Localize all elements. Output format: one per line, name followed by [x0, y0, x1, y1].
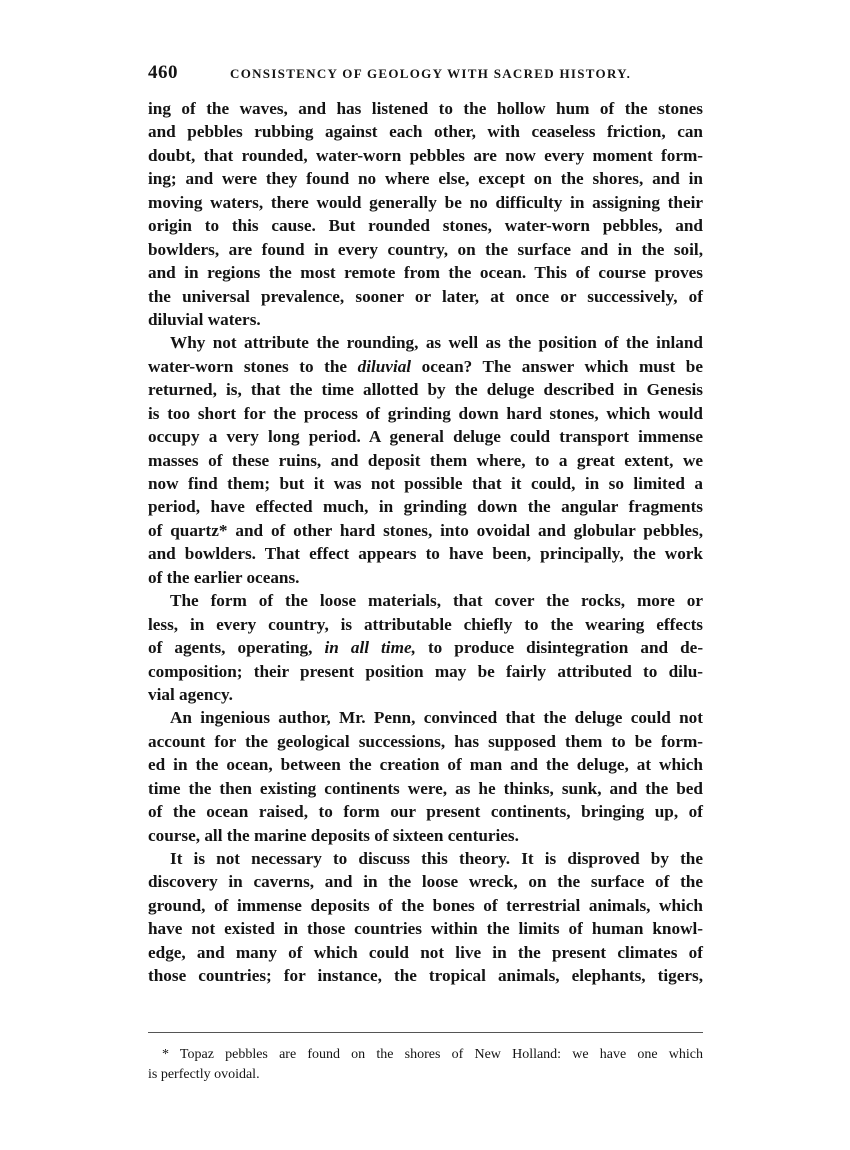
text-run: water-worn stones to the	[148, 356, 348, 376]
text-line: doubt, that rounded, water-worn pebbles are now every moment form-	[148, 145, 703, 165]
text-line: course, all the marine deposits of sixteen centuries.	[148, 825, 519, 845]
text-line: ed in the ocean, between the creation of man and the deluge, at which	[148, 755, 703, 775]
page-header	[148, 62, 708, 84]
footnote-line: is perfectly ovoidal.	[148, 1067, 260, 1082]
text-line: is too short for the process of grinding down hard stones, which would	[148, 403, 703, 423]
text-line-mixed	[148, 355, 703, 378]
text-run: to produce disintegration and de-	[427, 638, 704, 658]
text-line: The form of the loose materials, that cover the rocks, more or	[170, 591, 703, 611]
text-line: period, have effected much, in grinding down the angular fragments	[148, 497, 703, 517]
text-line-mixed	[148, 636, 703, 659]
text-line: moving waters, there would generally be no difficulty in assigning their	[148, 192, 703, 212]
text-run: ocean? The answer which must be	[421, 356, 703, 376]
text-line: time the then existing continents were, as he thinks, sunk, and the bed	[148, 778, 703, 798]
text-line: and bowlders. That effect appears to have been, principally, the work	[148, 544, 703, 564]
text-line: diluvial waters.	[148, 309, 261, 329]
text-line: It is not necessary to discuss this theory. It is disproved by the	[170, 849, 703, 868]
text-line: ing; and were they found no where else, except on the shores, and in	[148, 169, 703, 189]
page-number: 460	[148, 62, 178, 83]
italic-run: diluvial	[357, 356, 412, 376]
text-line: Why not attribute the rounding, as well as the position of the inland	[170, 333, 703, 353]
page-body	[148, 97, 703, 988]
text-line: account for the geological successions, has supposed them to be form-	[148, 731, 703, 751]
text-line: and in regions the most remote from the ocean. This of course proves	[148, 263, 703, 283]
footnote-rule	[148, 1032, 703, 1033]
text-line: returned, is, that the time allotted by the deluge described in Genesis	[148, 380, 703, 400]
footnote-line: * Topaz pebbles are found on the shores of New Holland: we have one which	[162, 1047, 703, 1062]
text-line: of quartz* and of other hard stones, into ovoidal and globular pebbles,	[148, 520, 703, 540]
text-line: those countries; for instance, the tropical animals, elephants, tigers,	[148, 966, 703, 986]
text-line: of the earlier oceans.	[148, 567, 300, 587]
text-line: less, in every country, is attributable chiefly to the wearing effects	[148, 614, 703, 634]
text-line: vial agency.	[148, 684, 233, 704]
text-line: ground, of immense deposits of the bones of terrestrial animals, which	[148, 895, 703, 915]
text-line: composition; their present position may be fairly attributed to dilu-	[148, 661, 703, 681]
text-line: of the ocean raised, to form our present continents, bringing up, of	[148, 802, 703, 822]
text-line: discovery in caverns, and in the loose wreck, on the surface of the	[148, 872, 703, 892]
text-line: ing of the waves, and has listened to the hollow hum of the stones	[148, 99, 703, 118]
text-line: and pebbles rubbing against each other, with ceaseless friction, can	[148, 122, 703, 142]
text-line: have not existed in those countries within the limits of human knowl-	[148, 919, 703, 939]
text-line: masses of these ruins, and deposit them where, to a great extent, we	[148, 450, 703, 470]
footnote	[148, 1045, 703, 1085]
text-line: now find them; but it was not possible that it could, in so limited a	[148, 474, 703, 493]
text-line: occupy a very long period. A general deluge could transport immense	[148, 427, 703, 447]
text-run: of agents, operating,	[148, 638, 313, 658]
text-line: origin to this cause. But rounded stones, water-worn pebbles, and	[148, 216, 703, 236]
text-line: the universal prevalence, sooner or later, at once or successively, of	[148, 286, 703, 306]
running-head: CONSISTENCY OF GEOLOGY WITH SACRED HISTORY.	[230, 66, 632, 81]
italic-run: in all time,	[324, 638, 416, 658]
text-line: edge, and many of which could not live in the present climates of	[148, 942, 703, 962]
text-line: An ingenious author, Mr. Penn, convinced that the deluge could not	[170, 708, 703, 728]
text-line: bowlders, are found in every country, on the surface and in the soil,	[148, 239, 703, 259]
